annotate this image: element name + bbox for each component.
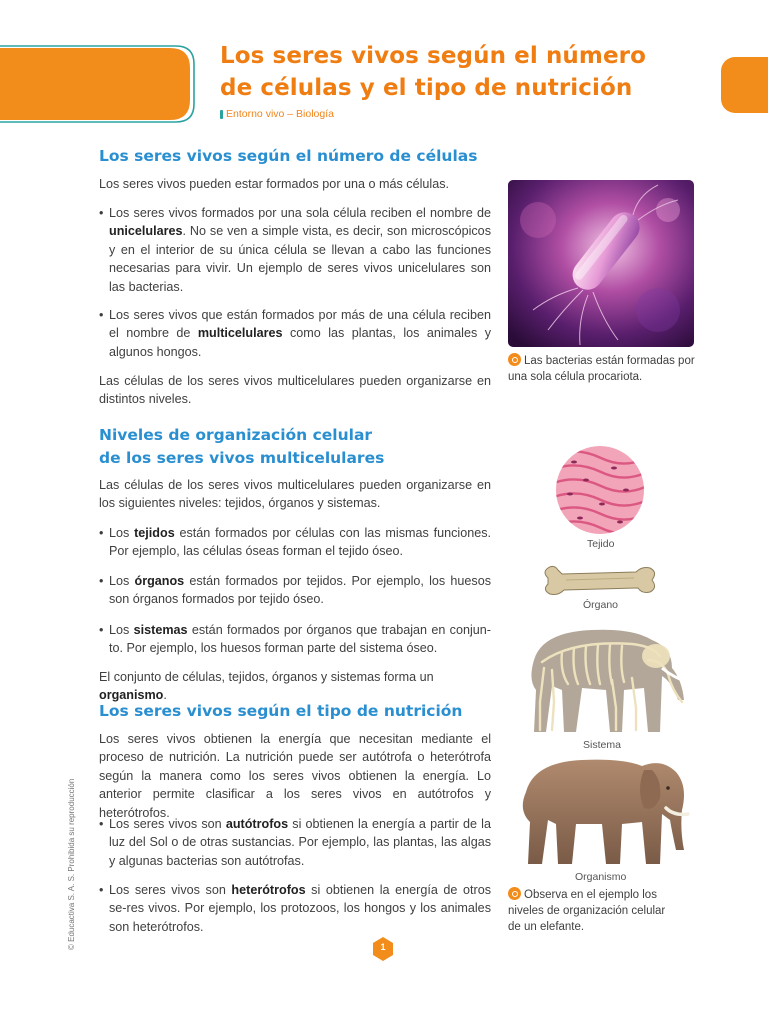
bullet-autotrofos: • Los seres vivos son autótrofos si obtienen la energía a partir de la luz del Sol o de otras sustancias. Por ejemplo, las plantas, las algas y algunas bacterias son autótrofas. [99, 817, 491, 868]
tissue-image [556, 446, 644, 534]
section-heading-levels: Niveles de organización celular de los seres vivos multicelulares [99, 426, 385, 467]
elephant-caption: Observa en el ejemplo los niveles de organización celular de un elefante. [508, 889, 666, 933]
section2-intro: Las células de los seres vivos multicelulares pueden organizarse en los siguientes niveles: tejidos, órganos y sistemas. [99, 478, 491, 511]
camera-icon [508, 887, 521, 900]
header-tab-right [721, 57, 768, 113]
bullet-multicelulares: • Los seres vivos que están formados por más de una célula reciben el nombre de multicelulares como las plantas, los animales y algunos hongos. [99, 308, 491, 359]
bullet-organos: • Los órganos están formados por tejidos. Por ejemplo, los huesos son órganos formados por tejido óseo. [99, 574, 491, 607]
bullet-unicelulares: • Los seres vivos formados por una sola célula reciben el nombre de unicelulares. No se ven a simple vista, es decir, son microscópicos y en el interior de su única célula se llevan a cabo las funciones necesarias para vivir. Un ejemplo de seres vivos unicelulares son las bacterias. [99, 206, 491, 294]
label-tejido: Tejido [587, 538, 615, 550]
section-heading-cells: Los seres vivos según el número de células [99, 147, 478, 165]
section1-closing: Las células de los seres vivos multicelulares pueden organizarse en distintos niveles. [99, 374, 491, 407]
section3-intro: Los seres vivos obtienen la energía que necesitan mediante el proceso de nutrición. La nutrición puede ser autótrofa o heterótrofa según la manera como los seres vivos obtienen la energía. Lo anterior permite clasificar a los seres vivos en autótrofos y heterótrofos. [99, 732, 491, 820]
page-title: Los seres vivos según el número de células y el tipo de nutrición [220, 43, 647, 101]
camera-icon [508, 353, 521, 366]
bullet-sistemas: • Los sistemas están formados por órganos que trabajan en conjun-to. Por ejemplo, los huesos forman parte del sistema óseo. [99, 623, 491, 656]
breadcrumb-marker [220, 110, 223, 119]
section-heading-nutrition: Los seres vivos según el tipo de nutrición [99, 702, 463, 720]
page-number-badge [372, 937, 394, 961]
copyright-credit: © Educactiva S. A. S. Prohibida su reproducción [67, 778, 76, 950]
bullet-tejidos: • Los tejidos están formados por células con las mismas funciones. Por ejemplo, las células óseas forman el tejido óseo. [99, 526, 491, 559]
breadcrumb-text: Entorno vivo – Biología [226, 108, 334, 120]
bacteria-caption: Las bacterias están formadas por una sola célula procariota. [508, 355, 695, 383]
label-sistema: Sistema [583, 739, 621, 751]
section2-closing: El conjunto de células, tejidos, órganos y sistemas forma un organismo. [99, 670, 434, 703]
bullet-heterotrofos: • Los seres vivos son heterótrofos si obtienen la energía de otros se-res vivos. Por ejemplo, los protozoos, los hongos y los animales son heterótrofos. [99, 883, 491, 934]
elephant-image [512, 750, 692, 870]
page-number: 1 [380, 942, 386, 952]
section1-intro: Los seres vivos pueden estar formados por una o más células. [99, 177, 450, 191]
elephant-skeleton-image [512, 620, 692, 738]
bone-image [540, 562, 660, 602]
breadcrumb [220, 108, 334, 120]
header-tab-left [0, 44, 196, 124]
label-organo: Órgano [583, 599, 619, 611]
bacteria-image [508, 180, 694, 347]
label-organismo: Organismo [575, 871, 627, 883]
